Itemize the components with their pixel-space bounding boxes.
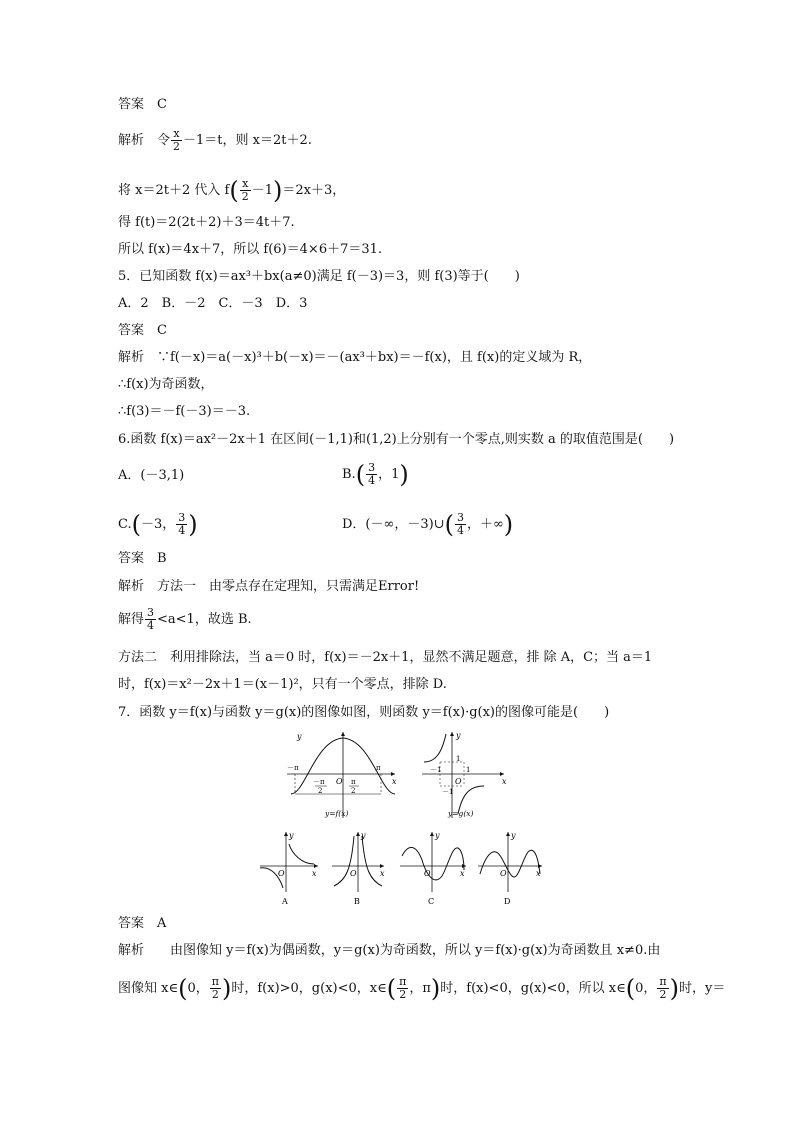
- fraction: $\frac{3}{4}$: [178, 511, 186, 537]
- solution-4-line-4: 所以 f(x)＝4x＋7，所以 f(6)＝4×6＋7＝31.: [118, 242, 383, 257]
- fraction: $\frac{3}{4}$: [368, 461, 376, 487]
- g-one-x-label: 1: [466, 766, 471, 774]
- fraction: $\frac{3}{4}$: [456, 511, 464, 537]
- f-y-label: y: [297, 732, 302, 741]
- question-6-option-d: D．(－∞，－3)∪( $\frac{3}{4}$ ，＋∞): [342, 510, 514, 539]
- fraction: $\frac{3}{4}$: [147, 606, 155, 632]
- fraction: $\frac{x}{2}$: [241, 177, 249, 203]
- a-x-label: x: [312, 869, 317, 878]
- g-one-label: 1: [456, 755, 461, 763]
- graph-g: [420, 728, 512, 824]
- question-5: 5．已知函数 f(x)＝ax³＋bx(a≠0)满足 f(－3)＝3，则 f(3)等于( ): [118, 269, 520, 284]
- solution-6-line-2: 解得 $\frac{3}{4}$ <a<1，故选 B.: [118, 606, 252, 632]
- g-x-label: x: [502, 777, 507, 786]
- c-x-label: x: [460, 869, 465, 878]
- solution-5-line-1: 解析 ∵f(－x)＝a(－x)³＋b(－x)＝－(ax³＋bx)＝－f(x)，且 f(x)的定义域为 R，: [118, 350, 592, 365]
- f-neg-pi-label: －π: [287, 764, 299, 772]
- question-7: 7．函数 y＝f(x)与函数 y＝g(x)的图像如图，则函数 y＝f(x)·g(x)的图像可能是( ): [118, 705, 610, 720]
- c-origin-label: O: [424, 869, 431, 878]
- solution-6-line-3: 方法二 利用排除法，当 a＝0 时，f(x)＝－2x＋1，显然不满足题意，排 除 A，C；当 a＝1: [118, 650, 653, 665]
- f-neg-pi2-den: 2: [318, 787, 323, 795]
- fraction: $\frac{\pi}{2}$: [659, 975, 667, 1001]
- solution-6-line-4: 时，f(x)＝x²－2x＋1＝(x－1)²，只有一个零点，排除 D.: [118, 677, 447, 692]
- d-y-label: y: [511, 831, 516, 840]
- f-caption: y=f(x): [325, 809, 349, 818]
- d-origin-label: O: [500, 869, 507, 878]
- f-x-label: x: [392, 777, 397, 786]
- option-graph-a: [260, 831, 318, 906]
- option-graph-c: [400, 831, 466, 906]
- option-graphs: [256, 830, 546, 908]
- g-origin-label: O: [455, 777, 462, 786]
- d-option-label: D: [504, 897, 511, 906]
- a-y-label: y: [289, 831, 294, 840]
- question-6-option-a: A．(－3,1): [118, 468, 185, 483]
- question-6-option-c: C.(－3， $\frac{3}{4}$ ): [118, 510, 198, 539]
- fraction: $\frac{\pi}{2}$: [211, 975, 219, 1001]
- b-option-label: B: [354, 897, 360, 906]
- question-6-option-b: B.( $\frac{3}{4}$ ，1): [342, 460, 409, 489]
- fraction: $\frac{x}{2}$: [173, 127, 181, 153]
- b-y-label: y: [361, 831, 366, 840]
- b-origin-label: O: [350, 869, 357, 878]
- fraction: $\frac{\pi}{2}$: [399, 975, 407, 1001]
- graph-f: [285, 728, 401, 824]
- d-x-label: x: [536, 869, 541, 878]
- answer-5: 答案 C: [118, 323, 167, 338]
- answer-4: 答案 C: [118, 97, 167, 112]
- question-6: 6.函数 f(x)＝ax²－2x＋1 在区间(－1,1)和(1,2)上分别有一个零点,则实数 a 的取值范围是( ): [118, 432, 675, 447]
- f-pi-label: π: [376, 764, 381, 772]
- a-origin-label: O: [278, 869, 285, 878]
- solution-4-line-1: 解析 令 $\frac{x}{2}$ －1＝t，则 x＝2t＋2.: [118, 127, 312, 153]
- solution-6-line-1: 解析 方法一 由零点存在定理知，只需满足Error!: [118, 579, 420, 594]
- g-caption: y=g(x): [448, 809, 474, 818]
- solution-5-line-2: ∴f(x)为奇函数，: [118, 377, 214, 392]
- answer-7: 答案 A: [118, 916, 167, 931]
- f-neg-pi2-num: －π: [313, 778, 325, 786]
- solution-7-line-2: 图像知 x∈(0， $\frac{\pi}{2}$ )时，f(x)>0，g(x)<0，x∈( $\frac{\pi}{2}$ ，π)时，f(x)<0，g(x)<0，所以 x∈(0， $\frac{\pi}{2}$ )时，y＝: [118, 974, 726, 1003]
- f-pi2-num: π: [351, 778, 356, 786]
- f-origin-label: O: [336, 777, 343, 786]
- g-neg-one-label: －1: [442, 788, 454, 796]
- option-graph-d: [478, 831, 542, 906]
- a-option-label: A: [282, 897, 288, 906]
- solution-5-line-3: ∴f(3)＝－f(－3)＝－3.: [118, 404, 251, 419]
- g-neg-one-x-label: －1: [430, 766, 442, 774]
- solution-4-line-2: 将 x＝2t＋2 代入 f( $\frac{x}{2}$ －1)＝2x＋3，: [118, 176, 346, 205]
- c-option-label: C: [428, 897, 435, 906]
- g-y-label: y: [456, 731, 461, 740]
- solution-4-line-3: 得 f(t)＝2(2t＋2)＋3＝4t＋7.: [118, 215, 295, 230]
- answer-6: 答案 B: [118, 551, 167, 566]
- option-graph-b: [332, 831, 385, 906]
- b-x-label: x: [380, 869, 385, 878]
- f-pi2-den: 2: [351, 787, 356, 795]
- question-5-options: A．2 B．－2 C．－3 D．3: [118, 296, 308, 311]
- solution-7-line-1: 解析 由图像知 y＝f(x)为偶函数，y＝g(x)为奇函数，所以 y＝f(x)·g(x)为奇函数且 x≠0.由: [118, 943, 661, 958]
- c-y-label: y: [435, 831, 440, 840]
